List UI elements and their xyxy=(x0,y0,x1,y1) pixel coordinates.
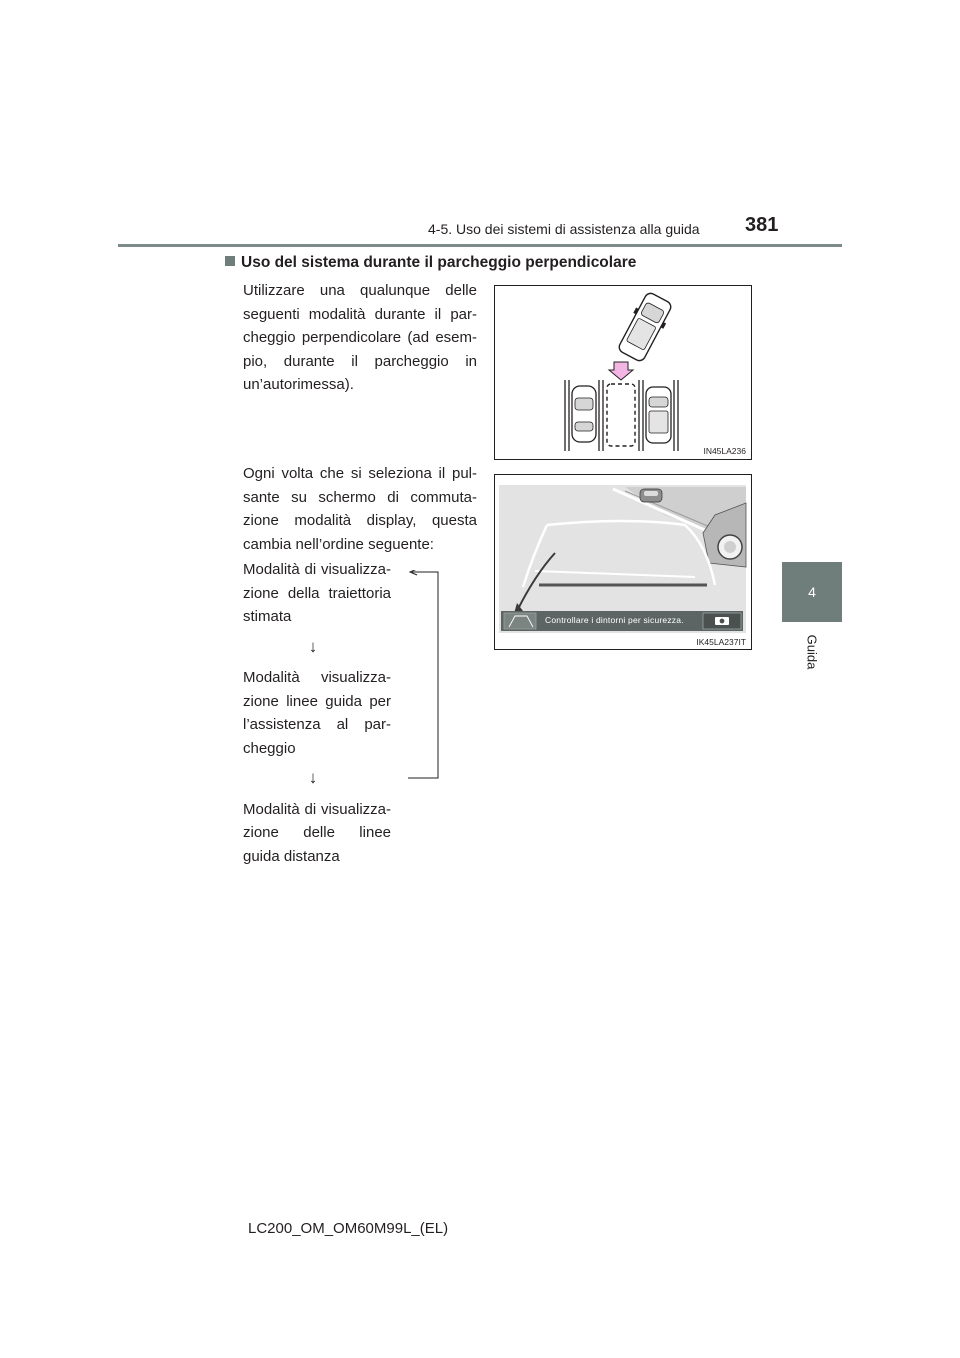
section-heading-text: Uso del sistema durante il parcheggio perpendicolare xyxy=(241,254,637,271)
chapter-tab-label: Guida xyxy=(804,634,820,670)
intro-paragraph: Utilizzare una qualunque delle seguenti modalità durante il par-cheggio perpendicolare (ad esem-pio, durante il parcheggio in un’autorimessa). xyxy=(243,282,477,393)
reversing-vehicle-icon xyxy=(614,290,675,364)
camera-display-illustration xyxy=(494,474,752,650)
footer-document-code: LC200_OM_OM60M99L_(EL) xyxy=(248,1220,449,1237)
page-number: 381 xyxy=(745,214,779,236)
reversing-direction-arrow-icon xyxy=(609,362,633,380)
figure-code: IK45LA237IT xyxy=(696,637,746,647)
cycle-bracket-icon xyxy=(406,570,440,780)
down-arrow-icon: ↓ xyxy=(308,636,318,656)
mode-item: Modalità di visualizza-zione delle linee guida distanza xyxy=(243,800,391,865)
header-rule xyxy=(118,244,842,247)
mode-item: Modalità di visualizza-zione della traiettoria stimata xyxy=(243,561,391,625)
parked-suv-icon xyxy=(646,387,671,443)
camera-screen-message: Controllare i dintorni per sicurezza. xyxy=(545,615,684,625)
heading-bullet-icon xyxy=(225,256,235,266)
header-section-title: 4-5. Uso dei sistemi di assistenza alla guida xyxy=(428,221,700,237)
figure-code: IN45LA236 xyxy=(703,446,746,456)
mode-switch-paragraph: Ogni volta che si seleziona il pul-sante su schermo di commuta-zione modalità display, questa cambia nell’ordine seguente: xyxy=(243,465,477,553)
parked-sedan-icon xyxy=(572,386,596,442)
mode-cycle-list xyxy=(243,558,391,868)
perpendicular-parking-diagram xyxy=(495,286,751,459)
down-arrow-icon: ↓ xyxy=(308,768,318,787)
section-heading xyxy=(225,254,636,272)
distant-car-icon xyxy=(640,489,662,502)
chapter-tab-number: 4 xyxy=(782,562,842,622)
mode-item: Modalità visualizza-zione linee guida per l’assistenza al par-cheggio xyxy=(243,669,391,757)
parking-illustration xyxy=(494,285,752,460)
target-space-outline xyxy=(607,384,635,446)
